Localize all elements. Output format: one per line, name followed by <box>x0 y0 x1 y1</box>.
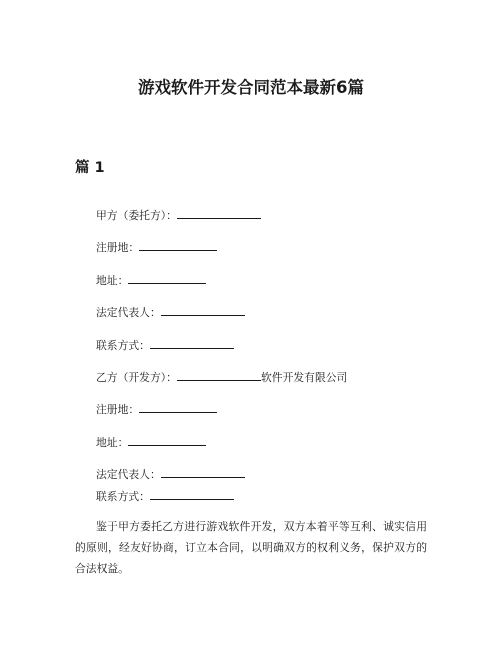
field-label: 联系方式： <box>96 490 150 503</box>
field-blank <box>128 434 206 446</box>
party-b-line <box>96 369 347 387</box>
party-a-contact-line <box>96 337 234 355</box>
field-label: 联系方式： <box>96 339 150 352</box>
field-label: 地址： <box>96 274 129 287</box>
field-label: 法定代表人： <box>96 306 161 319</box>
intro-paragraph: 鉴于甲方委托乙方进行游戏软件开发，双方本着平等互利、诚实信用的原则，经友好协商，订立本合同，以明确双方的权利义务，保护双方的合法权益。 <box>75 520 427 575</box>
field-blank <box>139 239 217 251</box>
field-blank <box>150 337 234 349</box>
party-a-label: 甲方（委托方）： <box>96 209 177 222</box>
party-b-blank <box>177 369 261 381</box>
document-title: 游戏软件开发合同范本最新6篇 <box>138 78 364 97</box>
section-heading: 篇 1 <box>75 160 105 176</box>
field-blank <box>161 304 245 316</box>
party-a-legal-rep-line <box>96 304 245 322</box>
party-b-address-line <box>96 434 206 452</box>
field-blank <box>150 488 234 500</box>
party-b-contact-line <box>96 488 234 506</box>
field-blank <box>139 401 217 413</box>
field-label: 法定代表人： <box>96 468 161 481</box>
party-b-registered-address-line <box>96 401 217 419</box>
party-a-address-line <box>96 272 206 290</box>
field-label: 注册地： <box>96 403 140 416</box>
party-a-line <box>96 207 261 225</box>
party-a-registered-address-line <box>96 239 217 257</box>
field-label: 注册地： <box>96 241 140 254</box>
party-a-blank <box>177 207 261 219</box>
field-blank <box>161 466 245 478</box>
party-b-label: 乙方（开发方）： <box>96 371 177 384</box>
field-blank <box>128 272 206 284</box>
party-b-company-suffix: 软件开发有限公司 <box>260 371 348 384</box>
field-label: 地址： <box>96 436 129 449</box>
party-b-legal-rep-line <box>96 466 245 484</box>
